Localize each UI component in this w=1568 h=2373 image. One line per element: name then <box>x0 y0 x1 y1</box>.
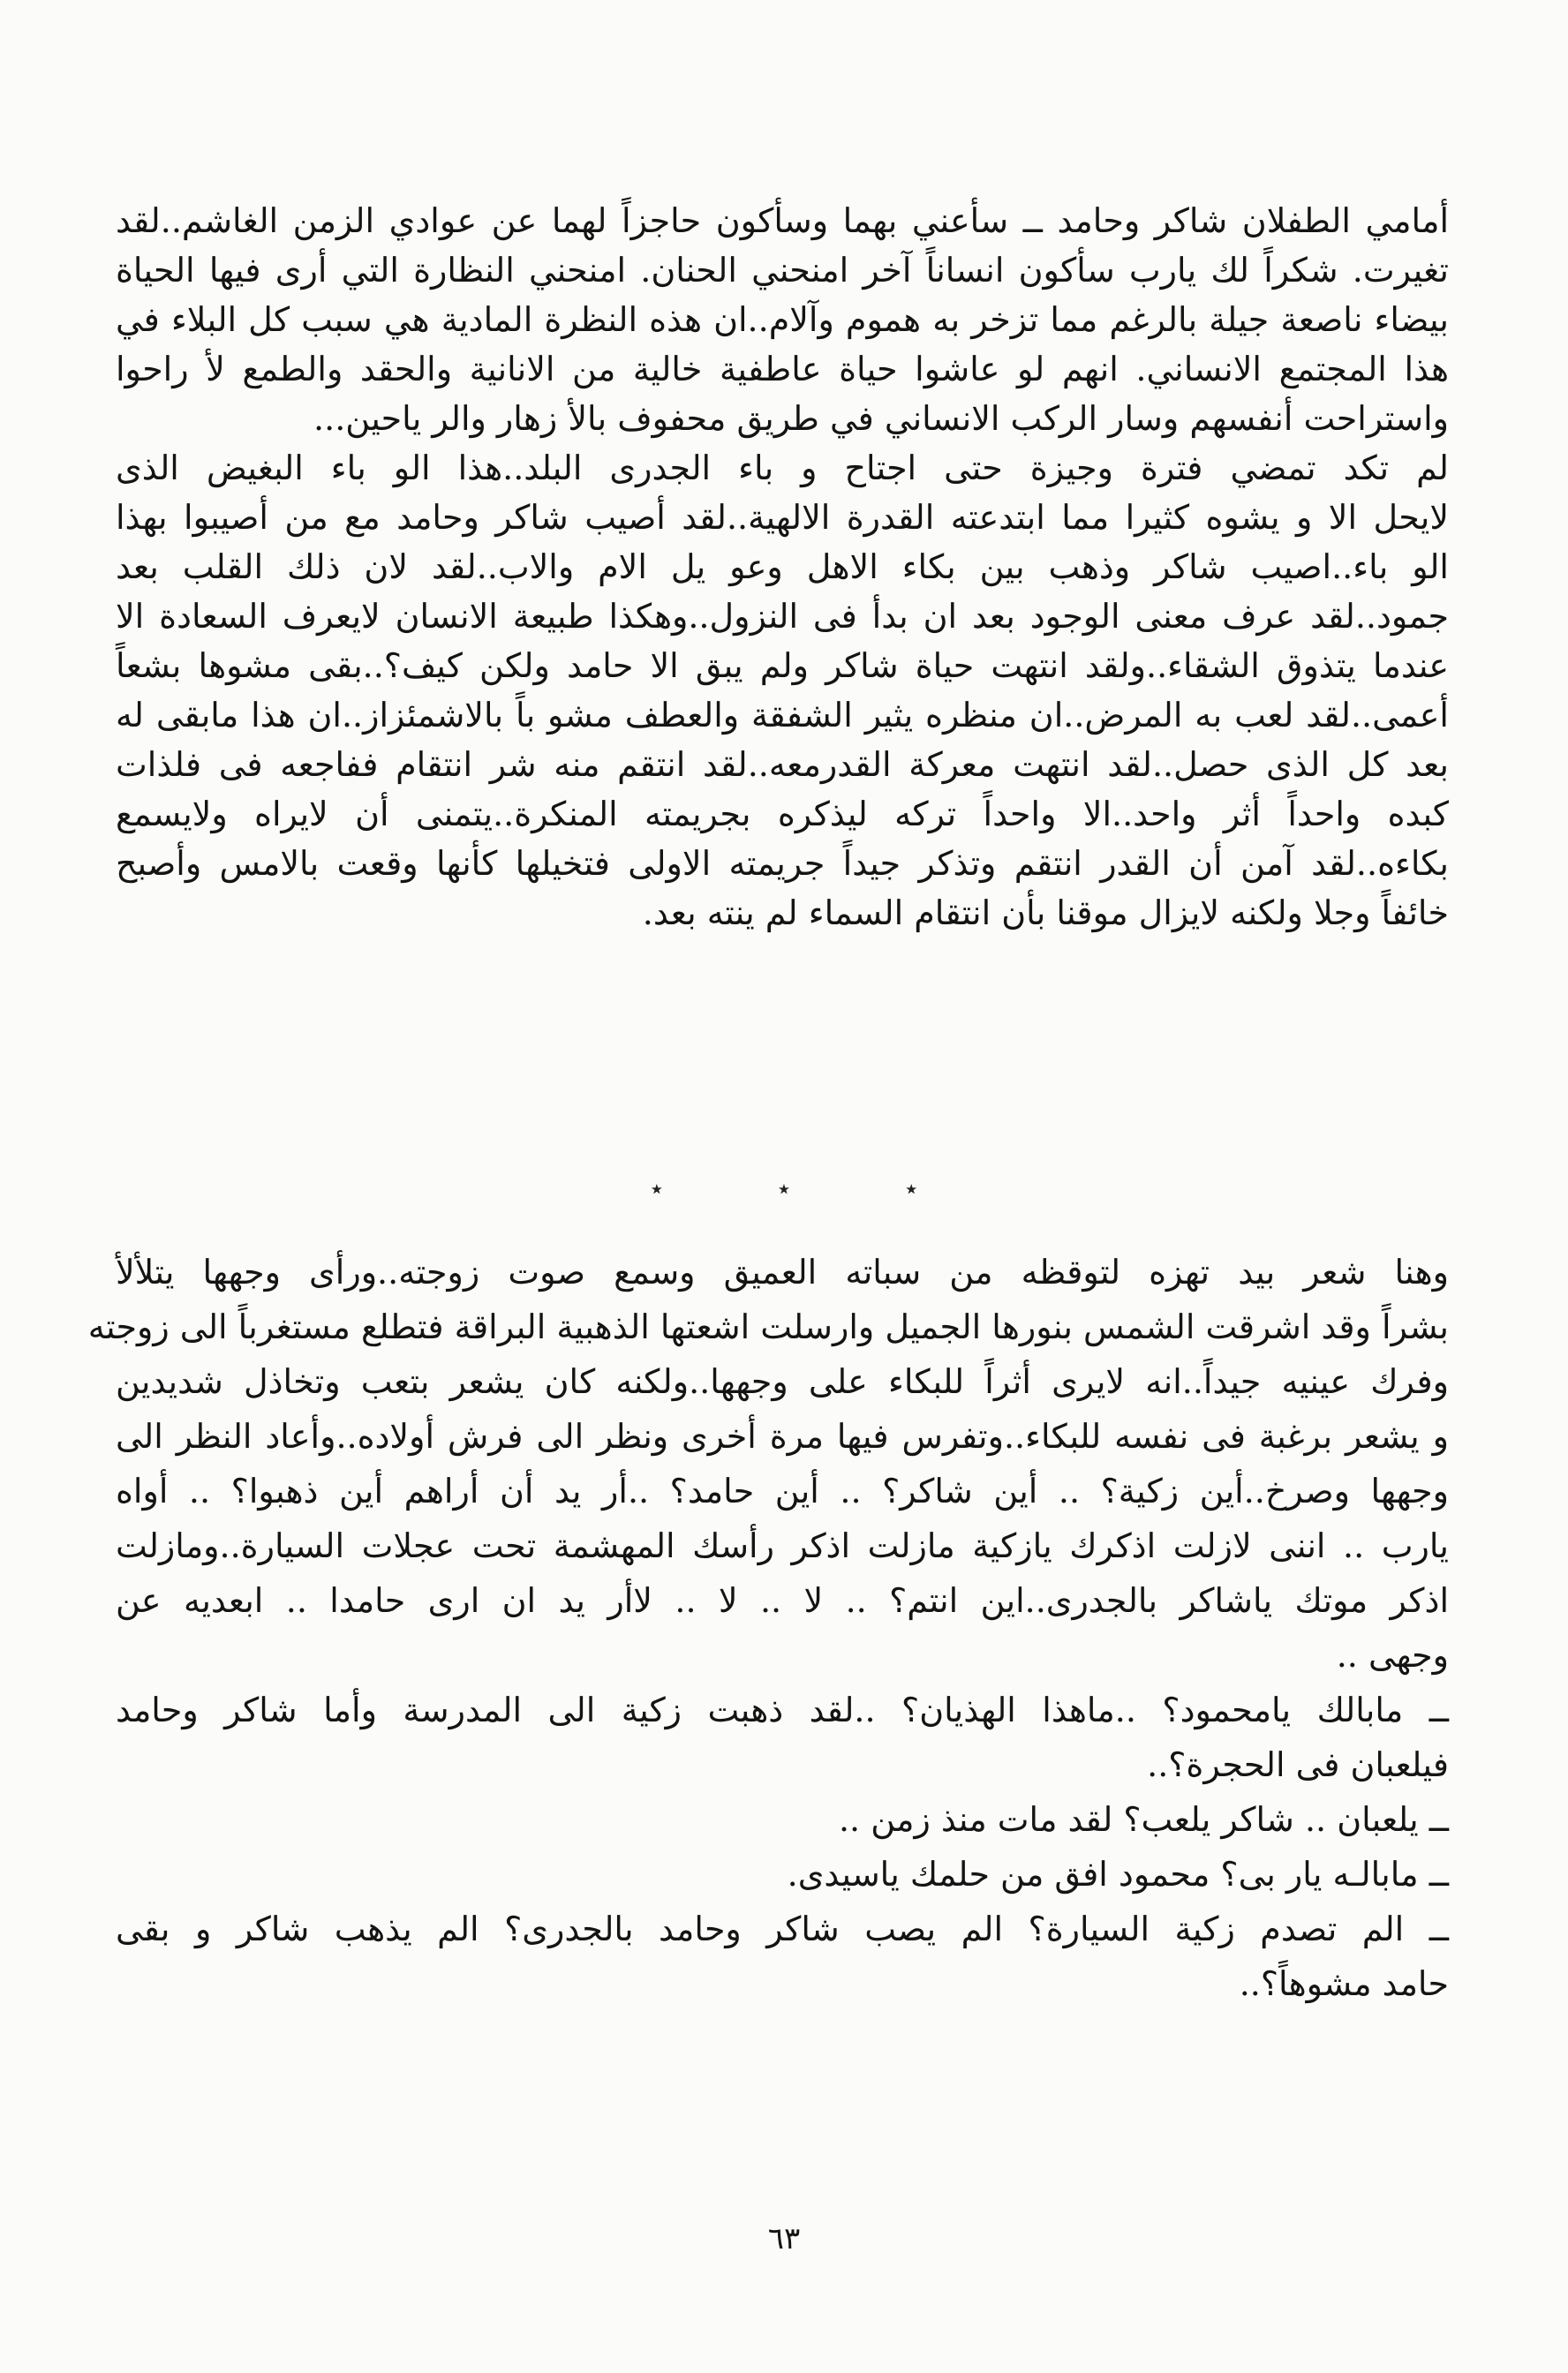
text-line: تغيرت. شكراً لك يارب سأكون انساناً آخر امنحني الحنان. امنحني النظارة التي أرى فيها الحياة <box>116 251 1449 290</box>
text-line: و يشعر برغبة فى نفسه للبكاء..وتفرس فيها مرة أخرى ونظر الى فرش أولاده..وأعاد النظر الى <box>116 1417 1450 1456</box>
text-line: كبده واحداً أثر واحد..الا واحداً تركه ليذكره بجريمته المنكرة..يتمنى أن لايراه ولايسمع <box>116 795 1449 833</box>
text-line: عندما يتذوق الشقاء..ولقد انتهت حياة شاكر ولم يبق الا حامد ولكن كيف؟..بقى مشوها بشعاً <box>116 646 1449 685</box>
text-line: خائفاً وجلا ولكنه لايزال موقنا بأن انتقام السماء لم ينته بعد. <box>642 893 1449 932</box>
text-line: بعد كل الذى حصل..لقد انتهت معركة القدرمعه..لقد انتقم منه شر انتقام ففاجعه فى فلذات <box>116 745 1449 784</box>
dialogue-line: ــ مابالك يامحمود؟ ..ماهذا الهذيان؟ ..لقد ذهبت زكية الى المدرسة وأما شاكر وحامد <box>116 1691 1449 1729</box>
section-separator <box>0 1176 1568 1202</box>
text-line: وهنا شعر بيد تهزه لتوقظه من سباته العميق وسمع صوت زوجته..ورأى وجهها يتلألأ <box>116 1253 1449 1292</box>
asterism-star: ٭ <box>905 1176 918 1202</box>
dialogue-line: ــ يلعبان .. شاكر يلعب؟ لقد مات منذ زمن .. <box>838 1800 1449 1839</box>
text-line: وفرك عينيه جيداً..انه لايرى أثراً للبكاء على وجهها..ولكنه كان يشعر بتعب وتخاذل شديدين <box>116 1362 1449 1401</box>
text-line: أمامي الطفلان شاكر وحامد ــ سأعني بهما وسأكون حاجزاً لهما عن عوادي الزمن الغاشم..لقد <box>116 201 1449 240</box>
text-line: أعمى..لقد لعب به المرض..ان منظره يثير الشفقة والعطف مشو باً بالاشمئزاز..ان هذا مابقى له <box>116 696 1449 734</box>
dialogue-line: فيلعبان فى الحجرة؟.. <box>1147 1745 1449 1784</box>
text-line: جمود..لقد عرف معنى الوجود بعد ان بدأ فى النزول..وهكذا طبيعة الانسان لايعرف السعادة الا <box>116 597 1449 636</box>
dialogue-line: ــ مابالـه يار بى؟ محمود افق من حلمك ياسيدى. <box>787 1855 1449 1894</box>
text-line: بيضاء ناصعة جيلة بالرغم مما تزخر به هموم وآلام..ان هذه النظرة المادية هي سبب كل البلاء في <box>116 300 1449 339</box>
text-line: يارب .. اننى لازلت اذكرك يازكية مازلت اذكر رأسك المهشمة تحت عجلات السيارة..ومازلت <box>116 1526 1449 1565</box>
text-line: لايحل الا و يشوه كثيرا مما ابتدعته القدرة الالهية..لقد أصيب شاكر وحامد مع من أصيبوا بهذا <box>116 498 1449 537</box>
text-line: واستراحت أنفسهم وسار الركب الانساني في طريق محفوف بالأ زهار والر ياحين... <box>313 399 1449 438</box>
text-section-bottom <box>87 1245 1450 2011</box>
text-line: وجهها وصرخ..أين زكية؟ .. أين شاكر؟ .. أين حامد؟ ..أر يد أن أراهم أين ذهبوا؟ .. أواه <box>116 1472 1449 1510</box>
text-line: هذا المجتمع الانساني. انهم لو عاشوا حياة عاطفية خالية من الانانية والحقد والطمع لأ راحوا <box>116 350 1449 388</box>
asterism-star: ٭ <box>650 1176 663 1202</box>
text-line: اذكر موتك ياشاكر بالجدرى..اين انتم؟ .. لا .. لا .. لاأر يد ان ارى حامدا .. ابعديه عن <box>116 1581 1449 1620</box>
dialogue-line: ــ الم تصدم زكية السيارة؟ الم يصب شاكر وحامد بالجدرى؟ الم يذهب شاكر و بقى <box>116 1910 1450 1948</box>
dialogue-line: حامد مشوهاً؟.. <box>1239 1964 1449 2003</box>
asterism-star: ٭ <box>777 1176 791 1202</box>
page-number: ٦٣ <box>767 2221 801 2256</box>
text-section-top <box>116 196 1449 938</box>
text-line: بكاءه..لقد آمن أن القدر انتقم وتذكر جيداً جريمته الاولى فتخيلها كأنها وقعت بالامس وأصبح <box>116 844 1449 883</box>
text-line: بشراً وقد اشرقت الشمس بنورها الجميل وارسلت اشعتها الذهبية البراقة فتطلع مستغرباً الى زوجته <box>87 1307 1449 1346</box>
text-line: لم تكد تمضي فترة وجيزة حتى اجتاح و باء الجدرى البلد..هذا الو باء البغيض الذى <box>116 448 1449 487</box>
text-line: وجهى .. <box>1336 1636 1449 1675</box>
text-line: الو باء..اصيب شاكر وذهب بين بكاء الاهل وعو يل الام والاب..لقد لان ذلك القلب بعد <box>116 547 1449 586</box>
